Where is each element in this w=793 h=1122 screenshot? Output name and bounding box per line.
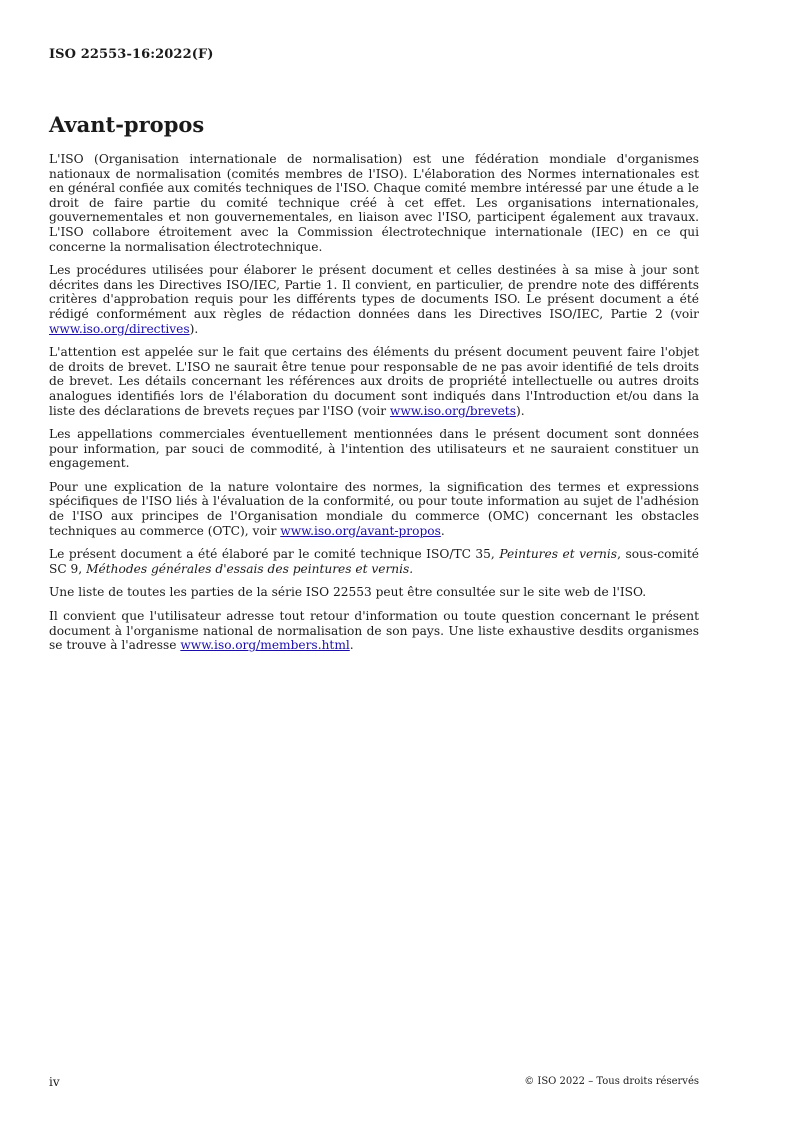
paragraph-text: Pour une explication de la nature volontaire des normes, la signification des termes et expressions spécifiques de l'ISO liés à l'évaluation de la conformité, ou pour toute information au sujet de l'adhésion de l'ISO aux principes de l'Organisation mondiale du commerce (OMC) concernant les obstacles techniques au commerce (OTC), voir	[49, 479, 699, 538]
paragraph-committee	[49, 547, 699, 576]
paragraph-text: .	[349, 638, 354, 653]
paragraph-patents	[49, 345, 699, 418]
foreword-body	[49, 152, 699, 662]
paragraph-text: Les procédures utilisées pour élaborer le présent document et celles destinées à sa mise à jour sont décrites dans les Directives ISO/IEC, Partie 1. Il convient, en particulier, de prendre note des différents critères d'approbation requis pour les différents types de documents ISO. Le présent document a été rédigé conformément aux règles de rédaction données dans les Directives ISO/IEC, Partie 2 (voir	[49, 263, 699, 321]
paragraph-text: , sous-comité SC 9,	[49, 547, 700, 576]
paragraph-feedback	[49, 609, 699, 653]
foreword-link[interactable]: www.iso.org/avant-propos	[280, 523, 441, 538]
directives-link[interactable]: www.iso.org/directives	[49, 321, 190, 336]
paragraph-procedures	[49, 263, 699, 336]
page-title: Avant-propos	[49, 112, 205, 137]
paragraph-series-list: Une liste de toutes les parties de la série ISO 22553 peut être consultée sur le site web de l'ISO.	[49, 585, 647, 600]
patents-link[interactable]: www.iso.org/brevets	[389, 403, 516, 418]
paragraph-text: ).	[515, 403, 525, 418]
members-link[interactable]: www.iso.org/members.html	[180, 638, 350, 653]
subcommittee-name: Méthodes générales d'essais des peintures et vernis.	[86, 561, 414, 576]
paragraph-text: .	[440, 523, 445, 538]
document-id: ISO 22553-16:2022(F)	[49, 47, 214, 62]
paragraph-text: Il convient que l'utilisateur adresse tout retour d'information ou toute question concernant le présent document à l'organisme national de normalisation de son pays. Une liste exhaustive desdits organismes se trouve à l'adresse	[49, 609, 699, 653]
paragraph-text: L'attention est appelée sur le fait que certains des éléments du présent document peuvent faire l'objet de droits de brevet. L'ISO ne saurait être tenue pour responsable de ne pas avoir identifié de tels droits de brevet. Les détails concernant les références aux droits de propriété intellectuelle ou autres droits analogues identifiés lors de l'élaboration du document sont indiqués dans l'Introduction et/ou dans la liste des déclarations de brevets reçues par l'ISO (voir	[49, 345, 699, 418]
copyright-notice: © ISO 2022 – Tous droits réservés	[524, 1076, 699, 1087]
page-number: iv	[49, 1075, 60, 1089]
paragraph-iso-intro: L'ISO (Organisation internationale de normalisation) est une fédération mondiale d'organismes nationaux de normalisation (comités membres de l'ISO). L'élaboration des Normes internationales est en général confiée aux comités techniques de l'ISO. Chaque comité membre intéressé par une étude a le droit de faire partie du comité technique créé à cet effet. Les organisations internationales, gouvernementales et non gouvernementales, en liaison avec l'ISO, participent également aux travaux. L'ISO collabore étroitement avec la Commission électrotechnique internationale (IEC) en ce qui concerne la normalisation électrotechnique.	[49, 152, 699, 254]
committee-name: Peintures et vernis	[499, 547, 618, 562]
paragraph-text: ).	[189, 321, 199, 336]
paragraph-text: Le présent document a été élaboré par le comité technique ISO/TC 35,	[49, 547, 500, 562]
paragraph-trade-names: Les appellations commerciales éventuellement mentionnées dans le présent document sont données pour information, par souci de commodité, à l'intention des utilisateurs et ne sauraient constituer un engagement.	[49, 427, 699, 471]
paragraph-voluntary-nature	[49, 480, 699, 538]
